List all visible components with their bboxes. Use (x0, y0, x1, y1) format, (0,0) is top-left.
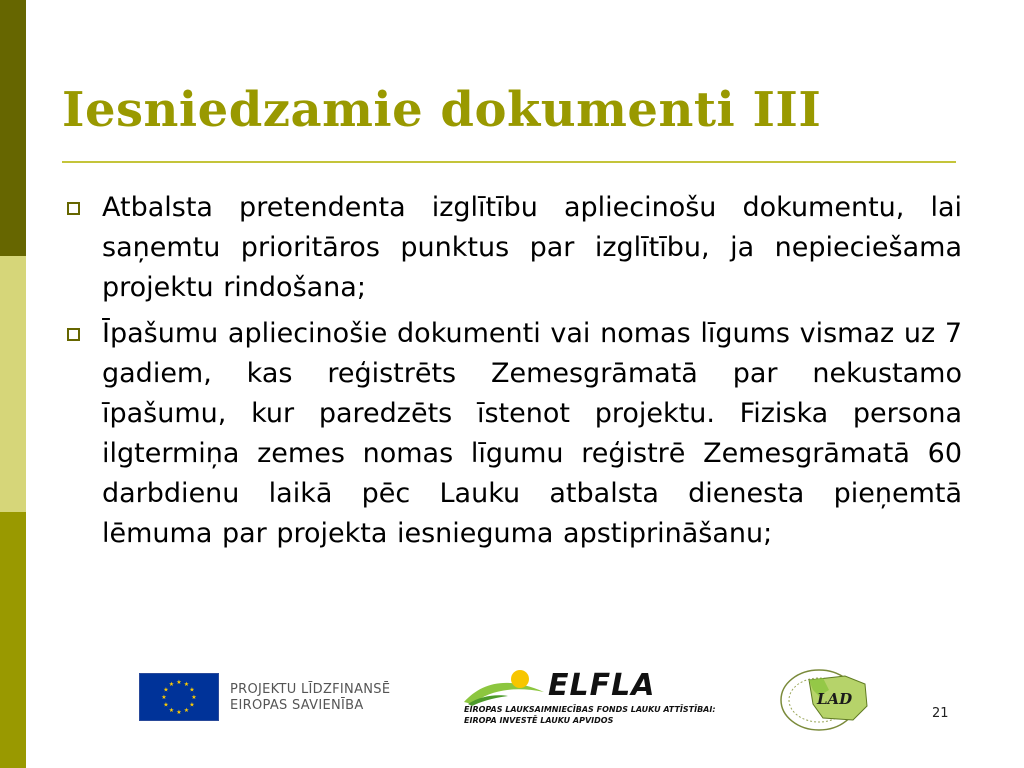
bullet-list (62, 188, 962, 560)
eu-star-icon: ★ (189, 701, 195, 709)
square-bullet-icon (67, 202, 80, 215)
eu-star-icon: ★ (163, 701, 169, 709)
eu-star-icon: ★ (168, 681, 175, 688)
elfla-caption-line1: EIROPAS LAUKSAIMNIECĪBAS FONDS LAUKU ATTĪSTĪBAI: (464, 705, 716, 714)
page-number: 21 (932, 706, 949, 721)
lad-logo-text: LAD (817, 690, 853, 708)
bullet-item (62, 188, 962, 308)
elfla-logo-text: ELFLA (548, 668, 656, 703)
square-bullet-icon (67, 328, 80, 341)
slide-title: Iesniedzamie dokumenti III (62, 82, 822, 138)
eu-star-icon: ★ (176, 679, 182, 686)
bullet-text: Atbalsta pretendenta izglītību apliecinošu dokumentu, lai saņemtu prioritāros punktus par izglītību, ja nepieciešama projektu rindošana; (102, 192, 962, 303)
bullet-item (62, 314, 962, 554)
eu-star-icon: ★ (183, 681, 190, 688)
eu-star-icon: ★ (163, 686, 169, 694)
footer-logos (0, 660, 1024, 768)
elfla-caption-line2: EIROPA INVESTĒ LAUKU APVIDOS (464, 716, 614, 725)
elfla-swoosh-icon (462, 666, 546, 706)
eu-text-line2: EIROPAS SAVIENĪBA (230, 698, 364, 713)
lad-logo-icon (779, 666, 869, 732)
side-strip-light (0, 256, 26, 512)
eu-star-icon: ★ (189, 686, 195, 694)
eu-star-icon: ★ (183, 707, 190, 714)
eu-star-icon: ★ (168, 707, 175, 714)
eu-star-icon: ★ (191, 694, 197, 701)
eu-text-line1: PROJEKTU LĪDZFINANSĒ (230, 682, 391, 697)
eu-star-icon: ★ (176, 709, 182, 716)
title-divider (62, 161, 956, 163)
eu-star-icon: ★ (161, 694, 167, 701)
eu-cofinance-text (230, 682, 390, 714)
eu-flag-icon (139, 673, 219, 721)
bullet-text: Īpašumu apliecinošie dokumenti vai nomas līgums vismaz uz 7 gadiem, kas reģistrēts Zemesgrāmatā par nekustamo īpašumu, kur paredzēts īstenot projektu. Fiziska persona ilgtermiņa zemes nomas līgumu reģistrē Zemesgrāmatā 60 darbdienu laikā pēc Lauku atbalsta dienesta pieņemtā lēmuma par projekta iesnieguma apstiprināšanu; (102, 318, 962, 549)
side-strip-dark (0, 0, 26, 256)
